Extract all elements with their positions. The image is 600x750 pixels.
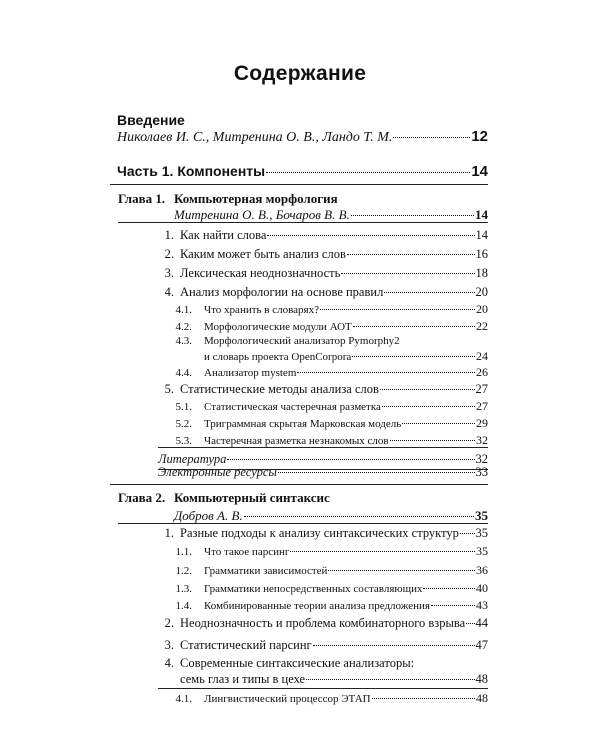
leader-dots [380, 389, 475, 390]
section-page: 18 [475, 266, 488, 280]
leader-dots [320, 309, 475, 310]
resources-page: 33 [475, 465, 488, 479]
toc-subsection-item[interactable] [168, 543, 488, 561]
chapter2-rule [118, 523, 488, 524]
literature-page: 32 [475, 452, 488, 466]
section-title: Разные подходы к анализу синтаксических структур [180, 526, 459, 540]
subsection-title: Морфологический анализатор Pymorphy2 [204, 335, 400, 347]
part1-rule [110, 184, 488, 185]
section-number: 4. [164, 285, 174, 299]
subsection-title: Грамматики непосредственных составляющих [204, 583, 423, 595]
leader-dots [466, 623, 474, 624]
toc-section-item[interactable] [158, 381, 488, 398]
subsection-page: 43 [476, 598, 488, 612]
leader-dots [353, 326, 475, 327]
section-page: 47 [475, 638, 488, 652]
subsection-number: 1.4. [175, 600, 192, 612]
intro-label: Введение [117, 112, 185, 128]
section-title-line2: семь глаз и типы в цехе [180, 672, 306, 686]
section-number: 1. [164, 228, 174, 242]
leader-dots [382, 406, 475, 407]
chapter1-authors: Митренина О. В., Бочаров В. В. [174, 207, 350, 222]
chapter2-authors-entry[interactable] [174, 507, 488, 524]
section-number: 2. [164, 247, 174, 261]
section-page: 44 [475, 616, 488, 630]
leader-dots [431, 605, 475, 606]
leader-dots [328, 570, 475, 571]
toc-section-item[interactable] [180, 671, 488, 688]
section-title: Современные синтаксические анализаторы: [180, 656, 415, 670]
toc-section-item[interactable] [158, 615, 488, 632]
toc-subsection-item[interactable] [168, 301, 488, 319]
section-page: 27 [475, 382, 488, 396]
literature-label: Литература [158, 452, 227, 466]
section-page: 14 [475, 228, 488, 242]
intro-page: 12 [471, 128, 488, 145]
section-title: Статистические методы анализа слов [180, 382, 379, 396]
section-page: 16 [475, 247, 488, 261]
toc-section-item[interactable] [158, 227, 488, 244]
toc-subsection-item[interactable] [168, 597, 488, 615]
subsection-number: 1.3. [175, 583, 192, 595]
subsection-page: 32 [476, 433, 488, 447]
part1-label: Часть 1. Компоненты [117, 163, 266, 179]
toc-section-item[interactable] [158, 246, 488, 263]
chapter2-authors: Добров А. В. [174, 508, 243, 523]
section-rule [158, 688, 488, 689]
toc-subsection-item[interactable] [168, 580, 488, 598]
leader-dots [384, 292, 474, 293]
subsection-title: Статистическая частеречная разметка [204, 401, 381, 413]
subsection-number: 5.1. [175, 401, 192, 413]
leader-dots [390, 440, 475, 441]
subsection-title: Что такое парсинг [204, 546, 290, 558]
subsection-page: 20 [476, 302, 488, 316]
leader-dots [460, 533, 475, 534]
resources-label: Электронные ресурсы [158, 465, 277, 479]
subsection-title: Лингвистический процессор ЭТАП [204, 693, 371, 705]
part1-page: 14 [471, 163, 488, 180]
section-number: 5. [164, 382, 174, 396]
toc-subsection-item[interactable] [168, 562, 488, 580]
subsection-number: 5.2. [175, 418, 192, 430]
leader-dots [297, 372, 475, 373]
leader-dots [267, 235, 474, 236]
section-title: Неоднозначность и проблема комбинаторного взрыва [180, 616, 466, 630]
subsection-title: Морфологические модули АОТ [204, 321, 352, 333]
leader-dots [227, 459, 474, 460]
section-number: 4. [164, 656, 174, 670]
section-title: Лексическая неоднозначность [180, 266, 341, 280]
section-page: 20 [475, 285, 488, 299]
subsection-page: 26 [476, 365, 488, 379]
subsection-number: 4.2. [175, 321, 192, 333]
leader-dots [313, 645, 475, 646]
intro-entry[interactable] [117, 128, 488, 146]
section-page: 35 [475, 526, 488, 540]
section-number: 2. [164, 616, 174, 630]
subsection-page: 35 [476, 544, 488, 558]
part1-entry[interactable] [117, 163, 488, 180]
subsection-number: 4.4. [175, 367, 192, 379]
section-number: 3. [164, 266, 174, 280]
leader-dots [393, 137, 470, 138]
subsection-number: 5.3. [175, 435, 192, 447]
section-number: 3. [164, 638, 174, 652]
chapter1-page: 14 [475, 207, 488, 222]
leader-dots [278, 472, 475, 473]
toc-subsection-item[interactable] [168, 690, 488, 708]
toc-section-item[interactable] [158, 284, 488, 301]
leader-dots [341, 273, 474, 274]
toc-subsection-item[interactable] [168, 398, 488, 416]
subsection-page: 22 [476, 319, 488, 333]
section-title: Каким может быть анализ слов [180, 247, 346, 261]
leader-dots [372, 698, 475, 699]
section-number: 1. [164, 526, 174, 540]
resources-entry[interactable] [158, 464, 488, 481]
subsection-page: 27 [476, 399, 488, 413]
subsection-number: 1.1. [175, 546, 192, 558]
chapter1-number: Глава 1. [118, 191, 166, 206]
leader-dots [351, 215, 474, 216]
section-page: 48 [475, 672, 488, 686]
leader-dots [347, 254, 475, 255]
chapter1-authors-entry[interactable] [174, 206, 488, 223]
leader-dots [290, 551, 475, 552]
chapter2-number: Глава 2. [118, 490, 166, 505]
subsection-page: 36 [476, 563, 488, 577]
section-title: Анализ морфологии на основе правил [180, 285, 384, 299]
subsection-page: 40 [476, 581, 488, 595]
leader-dots [402, 423, 475, 424]
toc-subsection-item[interactable] [168, 364, 488, 382]
subsection-title-line1 [168, 335, 400, 347]
toc-subsection-item[interactable] [168, 415, 488, 433]
subsection-title: Что хранить в словарях? [204, 304, 319, 316]
chapter1-rule [118, 222, 488, 223]
subsection-page: 29 [476, 416, 488, 430]
chapter2-page: 35 [475, 508, 488, 523]
toc-subsection-item[interactable] [168, 318, 488, 336]
chapter2-top-rule [110, 484, 488, 485]
subsection-title: Комбинированные теории анализа предложения [204, 600, 430, 612]
leader-dots [244, 516, 474, 517]
leader-dots [306, 679, 474, 680]
subsection-page: 48 [476, 691, 488, 705]
subsection-number: 4.3. [175, 335, 192, 347]
subsection-number: 1.2. [175, 565, 192, 577]
toc-section-item[interactable] [158, 637, 488, 654]
intro-authors: Николаев И. С., Митренина О. В., Ландо Т. М. [117, 130, 393, 145]
section-title: Статистический парсинг [180, 638, 312, 652]
subsection-title: Триграммная скрытая Марковская модель [204, 418, 402, 430]
chapter1-heading [118, 191, 338, 207]
leader-dots [423, 588, 475, 589]
section-title: Как найти слова [180, 228, 267, 242]
leader-dots [352, 356, 475, 357]
subsection-number: 4.1. [175, 304, 192, 316]
toc-section-item[interactable] [158, 265, 488, 282]
chapter1-title: Компьютерная морфология [174, 191, 338, 206]
leader-dots [266, 172, 470, 173]
literature-rule [158, 447, 488, 448]
subsection-title: Анализатор mystem [204, 367, 297, 379]
subsection-number: 4.1. [175, 693, 192, 705]
section-title-line1 [158, 656, 414, 671]
subsection-title: Грамматики зависимостей [204, 565, 328, 577]
chapter2-heading [118, 490, 330, 506]
subsection-title: Частеречная разметка незнакомых слов [204, 435, 389, 447]
toc-section-item[interactable] [158, 525, 488, 542]
subsection-title-line2: и словарь проекта OpenCorpora [204, 351, 352, 363]
toc-title: Содержание [233, 62, 367, 85]
chapter2-title: Компьютерный синтаксис [174, 490, 330, 505]
subsection-page: 24 [476, 349, 488, 363]
